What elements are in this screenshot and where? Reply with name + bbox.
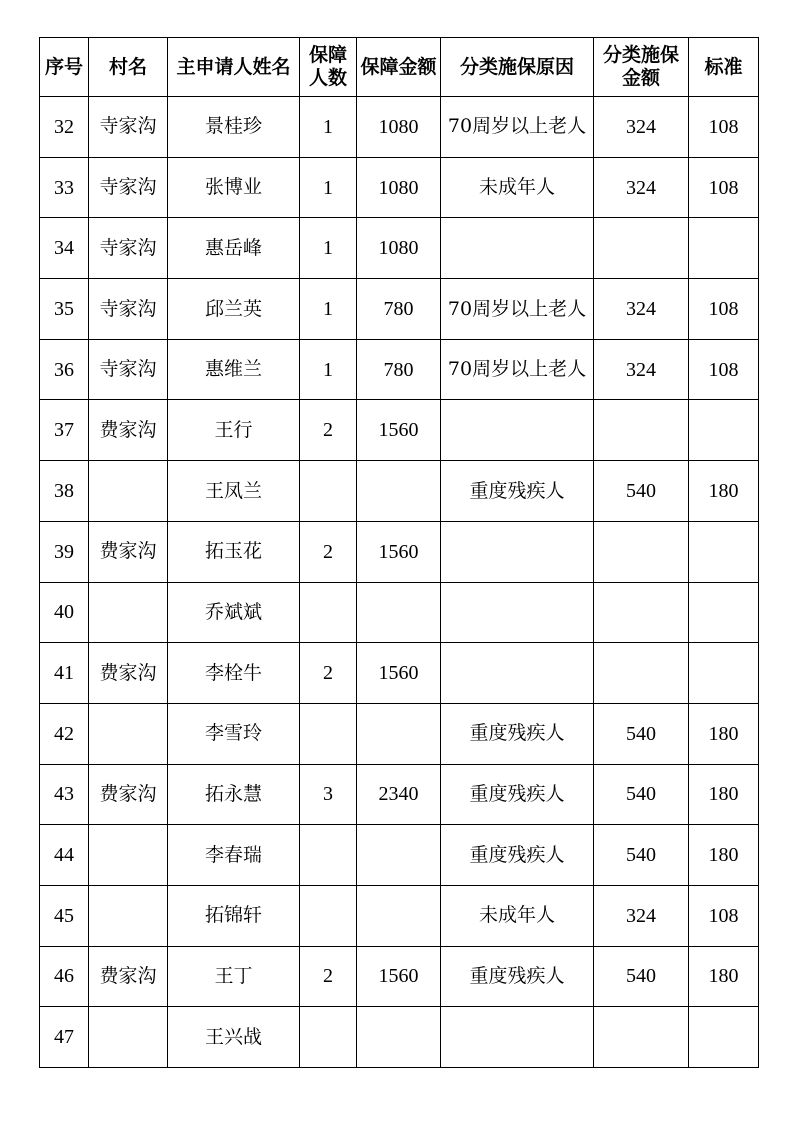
cell-index: 45: [40, 885, 89, 946]
cell-index: 46: [40, 946, 89, 1007]
cell-reason: [441, 521, 594, 582]
cell-class-amount: 324: [594, 279, 689, 340]
cell-index: 41: [40, 643, 89, 704]
cell-index: 32: [40, 97, 89, 158]
header-persons: 保障人数: [300, 38, 357, 97]
table-row: [40, 643, 759, 704]
cell-index: 36: [40, 339, 89, 400]
cell-village: 寺家沟: [89, 97, 168, 158]
cell-applicant: 邱兰英: [168, 279, 300, 340]
table-row: [40, 946, 759, 1007]
cell-class-amount: 324: [594, 885, 689, 946]
table-row: [40, 764, 759, 825]
cell-village: 费家沟: [89, 946, 168, 1007]
cell-village: 费家沟: [89, 764, 168, 825]
cell-class-amount: 324: [594, 157, 689, 218]
header-standard: 标准: [689, 38, 759, 97]
cell-applicant: 李雪玲: [168, 703, 300, 764]
cell-reason: [441, 1007, 594, 1068]
cell-class-amount: 324: [594, 97, 689, 158]
table-row: [40, 582, 759, 643]
cell-index: 40: [40, 582, 89, 643]
cell-village: 寺家沟: [89, 157, 168, 218]
cell-persons: 1: [300, 339, 357, 400]
cell-village: [89, 582, 168, 643]
table-row: [40, 1007, 759, 1068]
cell-persons: [300, 1007, 357, 1068]
cell-reason: 70周岁以上老人: [441, 279, 594, 340]
cell-village: [89, 1007, 168, 1068]
cell-persons: [300, 703, 357, 764]
cell-amount: 1080: [357, 157, 441, 218]
cell-reason: 重度残疾人: [441, 764, 594, 825]
cell-persons: [300, 582, 357, 643]
cell-persons: 3: [300, 764, 357, 825]
cell-standard: [689, 582, 759, 643]
cell-reason: [441, 400, 594, 461]
cell-amount: 780: [357, 279, 441, 340]
cell-standard: 180: [689, 703, 759, 764]
cell-applicant: 王行: [168, 400, 300, 461]
cell-amount: 1080: [357, 218, 441, 279]
cell-class-amount: [594, 1007, 689, 1068]
cell-village: 费家沟: [89, 521, 168, 582]
cell-reason: [441, 218, 594, 279]
table-row: [40, 825, 759, 886]
cell-amount: 1560: [357, 521, 441, 582]
cell-persons: [300, 885, 357, 946]
cell-applicant: 拓永慧: [168, 764, 300, 825]
cell-applicant: 拓玉花: [168, 521, 300, 582]
table-row: [40, 97, 759, 158]
table-row: [40, 279, 759, 340]
cell-standard: 108: [689, 885, 759, 946]
cell-index: 39: [40, 521, 89, 582]
cell-standard: [689, 643, 759, 704]
cell-village: 费家沟: [89, 643, 168, 704]
cell-amount: 2340: [357, 764, 441, 825]
cell-village: [89, 461, 168, 522]
table-row: [40, 218, 759, 279]
table-row: [40, 400, 759, 461]
cell-class-amount: [594, 643, 689, 704]
cell-class-amount: 540: [594, 946, 689, 1007]
cell-standard: [689, 1007, 759, 1068]
header-village: 村名: [89, 38, 168, 97]
header-applicant: 主申请人姓名: [168, 38, 300, 97]
cell-class-amount: [594, 218, 689, 279]
cell-applicant: 惠岳峰: [168, 218, 300, 279]
cell-amount: 1560: [357, 643, 441, 704]
cell-applicant: 乔斌斌: [168, 582, 300, 643]
cell-amount: [357, 582, 441, 643]
header-amount: 保障金额: [357, 38, 441, 97]
cell-persons: 1: [300, 218, 357, 279]
cell-class-amount: 540: [594, 764, 689, 825]
cell-standard: 180: [689, 946, 759, 1007]
cell-applicant: 惠维兰: [168, 339, 300, 400]
cell-index: 42: [40, 703, 89, 764]
cell-amount: [357, 703, 441, 764]
cell-applicant: 景桂珍: [168, 97, 300, 158]
cell-village: 寺家沟: [89, 279, 168, 340]
cell-persons: 1: [300, 279, 357, 340]
cell-index: 34: [40, 218, 89, 279]
cell-applicant: 李春瑞: [168, 825, 300, 886]
cell-index: 44: [40, 825, 89, 886]
cell-reason: 重度残疾人: [441, 825, 594, 886]
cell-amount: [357, 825, 441, 886]
cell-reason: 重度残疾人: [441, 703, 594, 764]
header-row: [40, 38, 759, 97]
cell-persons: 2: [300, 521, 357, 582]
cell-reason: 未成年人: [441, 885, 594, 946]
cell-class-amount: [594, 400, 689, 461]
cell-index: 38: [40, 461, 89, 522]
cell-amount: [357, 461, 441, 522]
cell-reason: 未成年人: [441, 157, 594, 218]
header-class-amount: 分类施保金额: [594, 38, 689, 97]
cell-standard: [689, 400, 759, 461]
cell-persons: 2: [300, 946, 357, 1007]
cell-class-amount: 540: [594, 703, 689, 764]
cell-persons: 2: [300, 643, 357, 704]
cell-amount: [357, 1007, 441, 1068]
cell-standard: [689, 218, 759, 279]
table-row: [40, 339, 759, 400]
assistance-table: [39, 37, 759, 1068]
cell-reason: 70周岁以上老人: [441, 339, 594, 400]
cell-standard: 108: [689, 339, 759, 400]
cell-index: 35: [40, 279, 89, 340]
cell-amount: 1080: [357, 97, 441, 158]
cell-persons: 1: [300, 157, 357, 218]
cell-standard: 108: [689, 157, 759, 218]
table-row: [40, 703, 759, 764]
cell-persons: 2: [300, 400, 357, 461]
cell-reason: 重度残疾人: [441, 461, 594, 522]
cell-applicant: 王凤兰: [168, 461, 300, 522]
table-row: [40, 885, 759, 946]
cell-persons: 1: [300, 97, 357, 158]
cell-index: 47: [40, 1007, 89, 1068]
cell-village: [89, 885, 168, 946]
cell-reason: [441, 643, 594, 704]
cell-reason: [441, 582, 594, 643]
cell-applicant: 拓锦轩: [168, 885, 300, 946]
cell-amount: 780: [357, 339, 441, 400]
cell-index: 43: [40, 764, 89, 825]
cell-persons: [300, 825, 357, 886]
cell-reason: 70周岁以上老人: [441, 97, 594, 158]
cell-amount: [357, 885, 441, 946]
cell-standard: 180: [689, 825, 759, 886]
cell-class-amount: 540: [594, 461, 689, 522]
cell-standard: 180: [689, 764, 759, 825]
cell-applicant: 张博业: [168, 157, 300, 218]
cell-village: 寺家沟: [89, 339, 168, 400]
cell-standard: 108: [689, 97, 759, 158]
cell-village: 寺家沟: [89, 218, 168, 279]
cell-amount: 1560: [357, 400, 441, 461]
table-body: [40, 97, 759, 1068]
cell-applicant: 王丁: [168, 946, 300, 1007]
header-index: 序号: [40, 38, 89, 97]
table-row: [40, 521, 759, 582]
cell-persons: [300, 461, 357, 522]
cell-village: 费家沟: [89, 400, 168, 461]
cell-standard: [689, 521, 759, 582]
cell-reason: 重度残疾人: [441, 946, 594, 1007]
cell-class-amount: [594, 582, 689, 643]
cell-index: 37: [40, 400, 89, 461]
cell-class-amount: [594, 521, 689, 582]
header-reason: 分类施保原因: [441, 38, 594, 97]
cell-index: 33: [40, 157, 89, 218]
cell-standard: 108: [689, 279, 759, 340]
table-row: [40, 461, 759, 522]
cell-class-amount: 540: [594, 825, 689, 886]
cell-standard: 180: [689, 461, 759, 522]
table-row: [40, 157, 759, 218]
cell-applicant: 李栓牛: [168, 643, 300, 704]
cell-class-amount: 324: [594, 339, 689, 400]
cell-village: [89, 825, 168, 886]
cell-village: [89, 703, 168, 764]
cell-applicant: 王兴战: [168, 1007, 300, 1068]
cell-amount: 1560: [357, 946, 441, 1007]
